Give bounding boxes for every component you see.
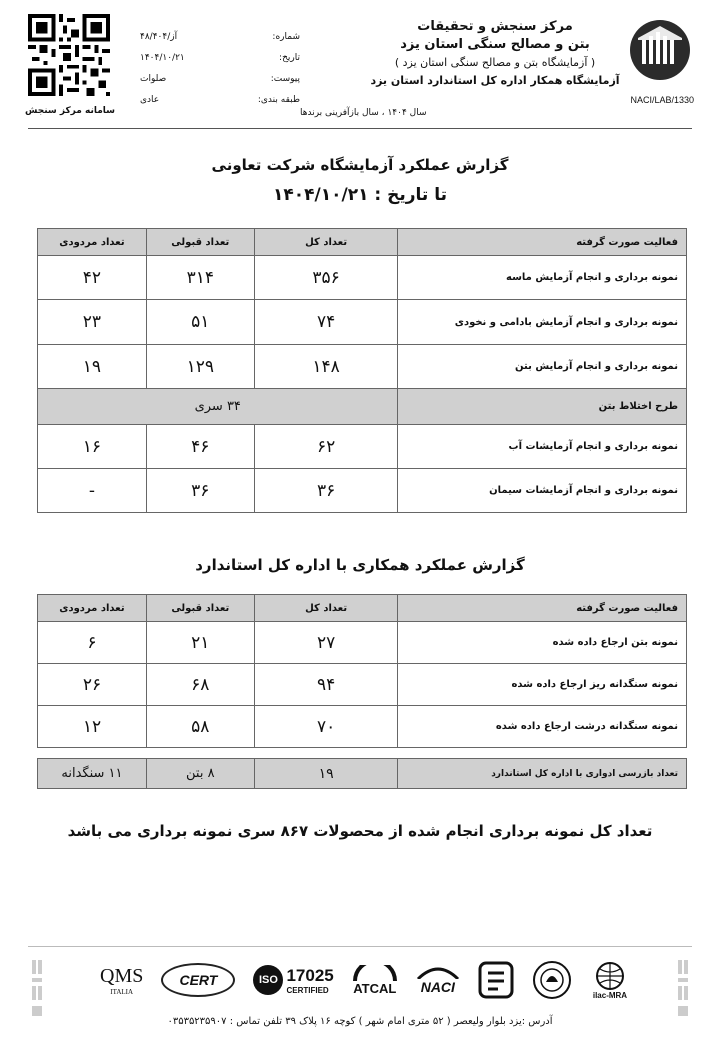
col-activity: فعالیت صورت گرفته (398, 229, 687, 256)
rejected-cell: ۲۶ (38, 664, 147, 706)
ilac-mra-logo-icon (590, 961, 630, 1000)
org-name-line4: آزمایشگاه همکار اداره کل استاندارد استان یزد (370, 74, 620, 87)
date-value: ۱۴۰۴/۱۰/۲۱ (140, 52, 185, 63)
iso-logo-subtext: CERTIFIED (286, 985, 329, 995)
table-row (38, 256, 687, 300)
table-row (38, 706, 687, 748)
naci-logo-text: NACI (420, 979, 455, 995)
cert-logo-icon (161, 963, 235, 997)
mix-design-label: طرح اختلاط بتن (398, 389, 687, 425)
activity-cell: نمونه بتن ارجاع داده شده (398, 622, 687, 664)
cert-logo-text: CERT (179, 972, 218, 988)
report1-date: تا تاریخ : ۱۴۰۴/۱۰/۲۱ (273, 185, 447, 205)
inspection-label: تعداد بازرسی ادواری با اداره کل استاندارد (398, 759, 687, 789)
activity-cell: نمونه سنگدانه ریز ارجاع داده شده (398, 664, 687, 706)
org-name-line1: مرکز سنجش و تحقیقات (417, 19, 573, 34)
mix-design-value: ۳۴ سری (38, 389, 398, 425)
number-label: شماره: (272, 31, 300, 42)
accepted-cell: ۲۱ (146, 622, 254, 664)
accepted-cell: ۵۱ (146, 300, 254, 345)
accepted-cell: ۱۲۹ (146, 345, 254, 389)
organization-header (365, 18, 625, 90)
activity-cell: نمونه سنگدانه درشت ارجاع داده شده (398, 706, 687, 748)
accepted-cell: ۶۸ (146, 664, 254, 706)
inspection-total: ۱۹ (254, 759, 398, 789)
rejected-cell: ۱۹ (38, 345, 147, 389)
classification-value: عادی (140, 94, 160, 105)
report2-title: گزارش عملکرد همکاری با اداره کل استاندارد (195, 556, 525, 574)
footer-divider (28, 946, 692, 947)
number-value: آز/۴۸/۴۰۴ (140, 31, 178, 42)
iso-17025-logo-icon (253, 965, 333, 995)
rejected-cell: ۱۶ (38, 425, 147, 469)
rejected-cell: ۴۲ (38, 256, 147, 300)
accepted-cell: ۵۸ (146, 706, 254, 748)
table-row (38, 345, 687, 389)
naci-logo-icon (416, 965, 460, 995)
activity-cell: نمونه برداری و انجام آزمایش بتن (398, 345, 687, 389)
atcal-logo-icon (352, 965, 398, 996)
inspection-row (38, 759, 687, 789)
iso-badge-icon (478, 961, 514, 999)
table-row (38, 469, 687, 513)
qms-logo-subtext: ITALIA (110, 987, 134, 996)
institute-logo-icon (628, 18, 692, 82)
footer-address: آدرس :یزد بلوار ولیعصر ( ۵۲ متری امام شهر ) کوچه ۱۶ پلاک ۳۹ تلفن تماس : ۰۳۵۳۵۲۳۵۹۰۷ (167, 1016, 553, 1027)
total-cell: ۷۴ (254, 300, 398, 345)
col-rejected: تعداد مردودی (38, 229, 147, 256)
col-activity: فعالیت صورت گرفته (398, 595, 687, 622)
inspection-concrete: ۸ بتن (146, 759, 254, 789)
table-row (38, 622, 687, 664)
inspection-aggregate: ۱۱ سنگدانه (38, 759, 147, 789)
report1-table (37, 228, 687, 513)
qr-caption: سامانه مرکز سنجش (24, 106, 116, 116)
activity-cell: نمونه برداری و انجام آزمایش ماسه (398, 256, 687, 300)
accreditation-logos (100, 958, 630, 1002)
table-row (38, 425, 687, 469)
date-label: تاریخ: (279, 52, 300, 63)
table-row (38, 300, 687, 345)
watermark-icon (676, 960, 694, 1020)
rejected-cell: - (38, 469, 147, 513)
table-header-row (38, 229, 687, 256)
accepted-cell: ۴۶ (146, 425, 254, 469)
activity-cell: نمونه برداری و انجام آزمایش بادامی و نخودی (398, 300, 687, 345)
qms-italia-logo-icon (100, 965, 143, 996)
total-cell: ۳۶ (254, 469, 398, 513)
org-name-line3: ( آزمایشگاه بتن و مصالح سنگی استان یزد ) (394, 56, 596, 69)
rejected-cell: ۶ (38, 622, 147, 664)
attachment-label: پیوست: (270, 73, 300, 84)
atcal-logo-text: ATCAL (353, 980, 397, 996)
seal-icon (532, 960, 572, 1000)
lab-code: NACI/LAB/1330 (630, 95, 694, 105)
iso-logo-number: 17025 (286, 965, 334, 985)
activity-cell: نمونه برداری و انجام آزمایشات آب (398, 425, 687, 469)
report1-title: گزارش عملکرد آزمایشگاه شرکت تعاونی (211, 156, 509, 174)
total-cell: ۹۴ (254, 664, 398, 706)
table-row (38, 664, 687, 706)
col-accepted: تعداد قبولی (146, 595, 254, 622)
year-slogan: سال ۱۴۰۴ ، سال بازآفرینی برندها (300, 108, 427, 118)
col-total: تعداد کل (254, 229, 398, 256)
total-cell: ۳۵۶ (254, 256, 398, 300)
letter-metadata (140, 26, 300, 110)
col-rejected: تعداد مردودی (38, 595, 147, 622)
ilac-logo-text: ilac-MRA (592, 990, 628, 1000)
watermark-icon (30, 960, 48, 1020)
total-cell: ۶۲ (254, 425, 398, 469)
org-name-line2: بتن و مصالح سنگی استان یزد (400, 37, 590, 52)
total-sampling-summary: تعداد کل نمونه برداری انجام شده از محصولات ۸۶۷ سری نمونه برداری می باشد (67, 822, 653, 840)
rejected-cell: ۱۲ (38, 706, 147, 748)
col-accepted: تعداد قبولی (146, 229, 254, 256)
rejected-cell: ۲۳ (38, 300, 147, 345)
report2-table (37, 594, 687, 748)
iso-logo-text: ISO (253, 965, 283, 995)
qr-code-icon[interactable] (28, 14, 110, 96)
activity-cell: نمونه برداری و انجام آزمایشات سیمان (398, 469, 687, 513)
header-divider (28, 128, 692, 129)
total-cell: ۱۴۸ (254, 345, 398, 389)
classification-label: طبقه بندی: (257, 94, 300, 105)
total-cell: ۷۰ (254, 706, 398, 748)
attachment-value: صلوات (140, 73, 167, 84)
mix-design-row (38, 389, 687, 425)
col-total: تعداد کل (254, 595, 398, 622)
accepted-cell: ۳۱۴ (146, 256, 254, 300)
accepted-cell: ۳۶ (146, 469, 254, 513)
total-cell: ۲۷ (254, 622, 398, 664)
table-header-row (38, 595, 687, 622)
qms-logo-text: QMS (100, 964, 144, 987)
inspection-table (37, 758, 687, 789)
